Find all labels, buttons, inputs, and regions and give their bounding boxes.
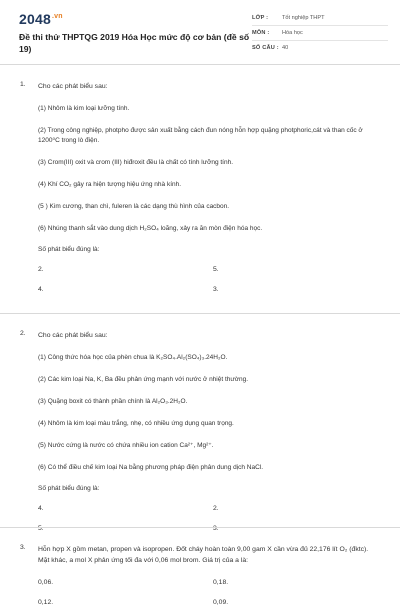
- answer-option[interactable]: 3.: [213, 525, 219, 532]
- statement: (3) Quặng boxit có thành phần chính là Al₂O₃.2H₂O.: [38, 398, 188, 405]
- answer-options: [38, 579, 378, 606]
- question-number: 1.: [20, 81, 26, 88]
- answer-option[interactable]: 4.: [38, 505, 44, 512]
- statement: (5 ) Kim cương, than chì, fuleren là các dạng thù hình của cacbon.: [38, 203, 230, 210]
- answer-options: [38, 266, 378, 293]
- meta-key: SỐ CÂU :: [252, 45, 279, 51]
- meta-row-count: [252, 41, 388, 55]
- exam-header: [0, 0, 400, 64]
- statement: (1) Nhôm là kim loại lưỡng tính.: [38, 105, 130, 112]
- answer-option[interactable]: 2.: [213, 505, 219, 512]
- answer-option[interactable]: 0,09.: [213, 599, 229, 606]
- answer-option[interactable]: 5.: [38, 525, 44, 532]
- question-intro: Cho các phát biểu sau:: [38, 332, 108, 339]
- question-list: [0, 64, 400, 608]
- answer-option[interactable]: 5.: [213, 266, 219, 273]
- question-body: [38, 330, 378, 532]
- statement: (4) Khí CO₂ gây ra hiện tượng hiệu ứng nhà kính.: [38, 181, 182, 188]
- statement: (2) Trong công nghiệp, photpho được sản xuất bằng cách đun nóng hỗn hợp quặng photphoric,cát và than cốc ở 1200⁰C trong lò điện.: [38, 127, 363, 144]
- statement: (5) Nước cứng là nước có chứa nhiều ion cation Ca²⁺, Mg²⁺.: [38, 442, 214, 449]
- question-number: 2.: [20, 330, 26, 337]
- answer-option[interactable]: 3.: [213, 286, 219, 293]
- meta-value: Tốt nghiệp THPT: [282, 15, 325, 21]
- statement: (3) Crom(III) oxit và crom (III) hiđroxit đều là chất có tính lưỡng tính.: [38, 159, 234, 166]
- meta-row-subject: [252, 26, 388, 41]
- question-prompt: Số phát biểu đúng là:: [38, 485, 100, 492]
- answer-option[interactable]: 4.: [38, 286, 44, 293]
- answer-option[interactable]: 2.: [38, 266, 44, 273]
- meta-key: MÔN :: [252, 30, 270, 36]
- site-logo[interactable]: $2048^{.vn}$: [19, 11, 63, 27]
- question-prompt: Số phát biểu đúng là:: [38, 246, 100, 253]
- question-intro: Cho các phát biểu sau:: [38, 83, 108, 90]
- answer-option[interactable]: 0,18.: [213, 579, 229, 586]
- meta-row-class: [252, 11, 388, 26]
- question-2: [0, 313, 400, 532]
- question-body: [38, 544, 378, 606]
- statement: (1) Công thức hóa học của phèn chua là K₂SO₄.Al₂(SO₄)₃.24H₂O.: [38, 354, 228, 361]
- statement: (6) Có thể điều chế kim loại Na bằng phương pháp điện phân dung dịch NaCl.: [38, 464, 264, 471]
- exam-title: Đề thi thử THPTQG 2019 Hóa Học mức độ cơ bản (đề số 19): [19, 32, 250, 54]
- statement: (2) Các kim loại Na, K, Ba đều phản ứng mạnh với nước ở nhiệt thường.: [38, 376, 249, 383]
- meta-value: 40: [282, 45, 289, 51]
- answer-option[interactable]: 0,06.: [38, 579, 54, 586]
- answer-option[interactable]: 0,12.: [38, 599, 54, 606]
- meta-value: Hóa học: [282, 30, 303, 36]
- question-3: [0, 527, 400, 608]
- question-1: [0, 64, 400, 313]
- question-body: [38, 81, 378, 293]
- statement: (6) Nhúng thanh sắt vào dung dịch H₂SO₄ loãng, xảy ra ăn mòn điện hóa học.: [38, 225, 263, 232]
- question-intro: Hỗn hợp X gồm metan, propen và isopropen. Đốt cháy hoàn toàn 9,00 gam X cần vừa đủ 22,176 lít O₂ (đktc). Mặt khác, a mol X phản ứng tối đa với 0,06 mol brom. Giá trị của a là:: [38, 546, 369, 564]
- question-number: 3.: [20, 544, 26, 551]
- meta-key: LỚP :: [252, 15, 269, 21]
- exam-meta: [252, 11, 388, 55]
- statement: (4) Nhôm là kim loại màu trắng, nhẹ, có nhiều ứng dụng quan trọng.: [38, 420, 234, 427]
